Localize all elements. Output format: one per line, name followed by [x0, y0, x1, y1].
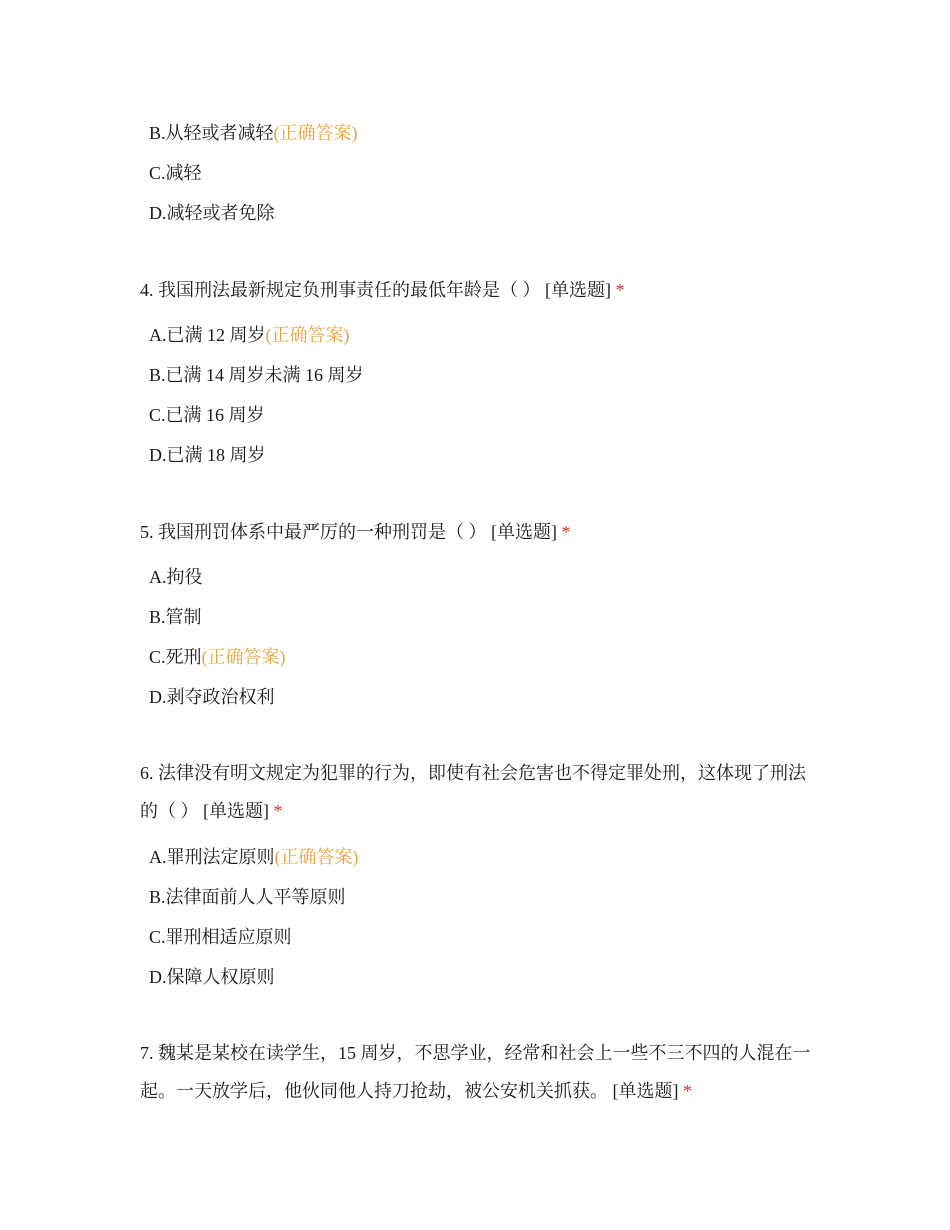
correct-answer-tag: (正确答案) [265, 325, 350, 345]
q3-option-b-text: B.从轻或者减轻 [149, 123, 274, 143]
q5-option-a-text: A.拘役 [149, 567, 203, 587]
q7-title-text: 7. 魏某是某校在读学生，15 周岁，不思学业，经常和社会上一些不三不四的人混在一起。一天放学后，他伙同他人持刀抢劫，被公安机关抓获。 [单选题] [140, 1043, 811, 1101]
q3-option-d-text: D.减轻或者免除 [149, 203, 275, 223]
q5-option-b [149, 605, 202, 629]
q3-option-b [149, 121, 358, 145]
q5-option-c [149, 645, 286, 669]
q5-title [140, 513, 820, 551]
q6-option-d [149, 965, 275, 989]
q6-option-c-text: C.罪刑相适应原则 [149, 927, 292, 947]
q6-option-a-text: A.罪刑法定原则 [149, 847, 275, 867]
q4-option-c [149, 403, 265, 427]
q6-option-a [149, 845, 359, 869]
q5-title-text: 5. 我国刑罚体系中最严厉的一种刑罚是（ ） [单选题] [140, 522, 557, 542]
correct-answer-tag: (正确答案) [274, 847, 359, 867]
q6-title [140, 754, 820, 830]
q6-option-d-text: D.保障人权原则 [149, 967, 275, 987]
q7-title [140, 1034, 820, 1110]
q4-option-b [149, 363, 364, 387]
q5-option-a [149, 565, 203, 589]
q4-option-d [149, 443, 266, 467]
q6-title-text: 6. 法律没有明文规定为犯罪的行为，即使有社会危害也不得定罪处刑，这体现了刑法的（ ） [单选题] [140, 763, 806, 821]
q3-option-c [149, 161, 202, 185]
q3-option-c-text: C.减轻 [149, 163, 202, 183]
q5-option-b-text: B.管制 [149, 607, 202, 627]
q4-option-a [149, 323, 350, 347]
required-mark: * [561, 522, 571, 542]
q6-option-b-text: B.法律面前人人平等原则 [149, 887, 346, 907]
required-mark: * [273, 801, 283, 821]
required-mark: * [615, 280, 625, 300]
q4-option-c-text: C.已满 16 周岁 [149, 405, 265, 425]
q4-title [140, 271, 820, 309]
q4-title-text: 4. 我国刑法最新规定负刑事责任的最低年龄是（ ） [单选题] [140, 280, 611, 300]
q4-option-d-text: D.已满 18 周岁 [149, 445, 266, 465]
q3-option-d [149, 201, 275, 225]
q6-option-b [149, 885, 346, 909]
required-mark: * [683, 1081, 692, 1101]
q5-option-d [149, 685, 275, 709]
q5-option-c-text: C.死刑 [149, 647, 202, 667]
q6-option-c [149, 925, 292, 949]
q5-option-d-text: D.剥夺政治权利 [149, 687, 275, 707]
correct-answer-tag: (正确答案) [273, 123, 358, 143]
q4-option-a-text: A.已满 12 周岁 [149, 325, 266, 345]
correct-answer-tag: (正确答案) [201, 647, 286, 667]
q4-option-b-text: B.已满 14 周岁未满 16 周岁 [149, 365, 364, 385]
